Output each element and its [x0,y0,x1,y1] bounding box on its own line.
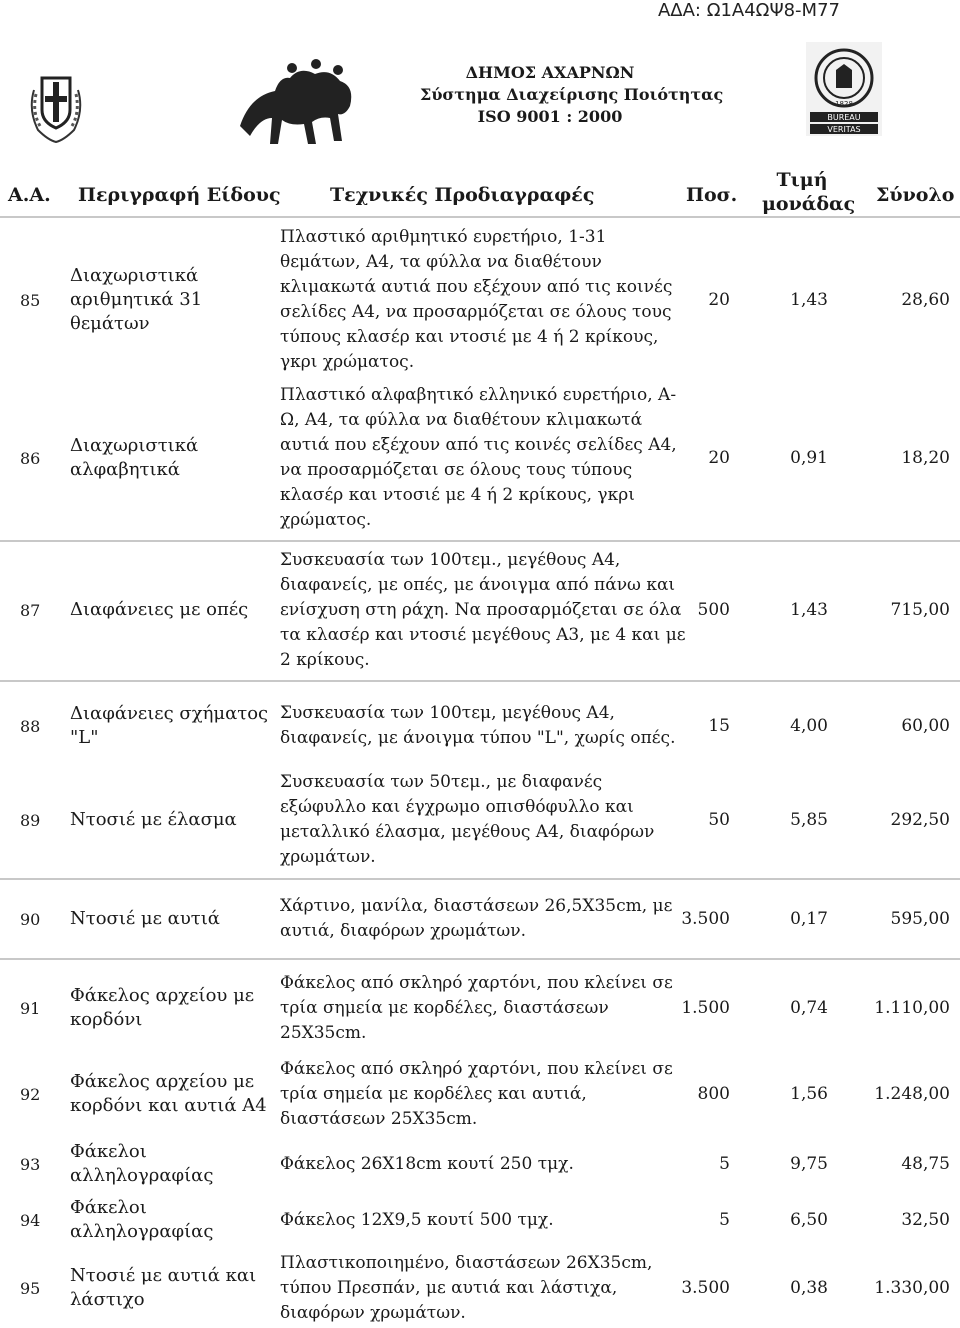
cell-spec: Φάκελος από σκληρό χαρτόνι, που κλείνει σε τρία σημεία με κορδέλες, διαστάσεων 25Χ35cm. [280,972,673,1043]
table-row [0,378,960,538]
table-row [0,766,960,874]
ada-code: ΑΔΑ: Ω1Α4ΩΨ8-Μ77 [657,0,840,21]
cell-price: 4,00 [790,716,828,736]
cell-aa: 85 [20,290,41,310]
cell-aa: 87 [20,600,41,620]
horses-statue-logo-icon [220,56,370,148]
cell-price: 1,56 [790,1084,828,1104]
cell-aa: 86 [20,448,41,468]
greek-coat-of-arms-icon [24,60,88,144]
cell-spec: Πλαστικό αριθμητικό ευρετήριο, 1-31 θεμάτων, Α4, τα φύλλα να διαθέτουν κλιμακωτά αυτιά που εξέχουν από τις κοινές σελίδες Α4, να προσαρμόζεται σε όλους τους τύπους κλασέρ και ντοσιέ με 4 ή 2 κρίκους, γκρι χρώματος. [280,227,673,372]
cell-price: 9,75 [790,1154,828,1174]
certifier-top: BUREAU [827,113,861,122]
table-row [0,964,960,1052]
cell-aa: 92 [20,1084,41,1104]
cell-price: 5,85 [790,810,828,830]
table-row [0,1248,960,1328]
cell-name: Διαφάνειες σχήματος "L" [70,703,269,748]
cell-aa: 94 [20,1210,41,1230]
iso-standard: ISO 9001 : 2000 [477,107,623,126]
cell-spec: Συσκευασία των 50τεμ., με διαφανές εξώφυλλο και έγχρωμο οπισθόφυλλο και μεταλλικό έλασμα, μεγέθους Α4, διαφόρων χρωμάτων. [280,772,655,867]
cell-aa: 93 [20,1154,41,1174]
document-header [0,56,960,146]
table-header [0,168,960,216]
divider [0,958,960,960]
table-row [0,1136,960,1192]
cell-spec: Φάκελος 26Χ18cm κουτί 250 τμχ. [280,1153,574,1174]
header-qty: Ποσ. [686,184,738,206]
header-total: Σύνολο [876,184,955,206]
cell-total: 18,20 [901,448,950,468]
cell-total: 1.248,00 [874,1084,950,1104]
org-name: ΔΗΜΟΣ ΑΧΑΡΝΩΝ [465,63,635,82]
quality-system: Σύστημα Διαχείρισης Ποιότητας [420,85,724,104]
cell-qty: 20 [708,290,730,310]
cell-price: 1,43 [790,290,828,310]
cell-total: 1.110,00 [874,998,950,1018]
certifier-year: 1828 [835,100,853,108]
cell-qty: 800 [697,1084,730,1104]
cell-name: Φάκελος αρχείου με κορδόνι [70,985,255,1030]
cell-total: 28,60 [901,290,950,310]
cell-qty: 1.500 [681,998,730,1018]
cell-spec: Πλαστικό αλφαβητικό ελληνικό ευρετήριο, Α-Ω, Α4, τα φύλλα να διαθέτουν κλιμακωτά αυτιά που εξέχουν από τις κοινές σελίδες Α4, να προσαρμόζεται σε όλους τους τύπους κλασέρ και ντοσιέ με 4 ή 2 κρίκους, γκρι χρώματος. [280,385,677,530]
cell-qty: 500 [697,600,730,620]
header-aa: Α.Α. [8,184,51,206]
header-unit-price: Τιμή μονάδας [762,169,856,215]
table-row [0,222,960,378]
table-row [0,544,960,676]
cell-aa: 88 [20,716,41,736]
cell-total: 48,75 [901,1154,950,1174]
divider [0,878,960,880]
cell-spec: Χάρτινο, μανίλα, διαστάσεων 26,5Χ35cm, με αυτιά, διαφόρων χρωμάτων. [280,896,673,941]
cell-aa: 89 [20,810,41,830]
cell-total: 292,50 [890,810,950,830]
cell-qty: 3.500 [681,909,730,929]
divider [0,540,960,542]
cell-qty: 5 [719,1154,730,1174]
cell-name: Διαχωριστικά αλφαβητικά [70,435,199,480]
cell-qty: 3.500 [681,1278,730,1298]
cell-name: Διαχωριστικά αριθμητικά 31 θεμάτων [70,265,203,334]
bureau-veritas-logo-icon [806,42,882,136]
cell-aa: 95 [20,1278,41,1298]
cell-spec: Φάκελος από σκληρό χαρτόνι, που κλείνει σε τρία σημεία με κορδέλες και αυτιά, διαστάσεων 25Χ35cm. [280,1058,673,1129]
table-row [0,686,960,766]
table-row [0,1192,960,1248]
cell-spec: Συσκευασία των 100τεμ., μεγέθους Α4, διαφανείς, με οπές, με άνοιγμα από πάνω και ενίσχυση στη ράχη. Να προσαρμόζεται σε όλα τα κλασέρ και ντοσιέ μεγέθους Α3, με 4 και με 2 κρίκους. [280,549,686,670]
cell-price: 0,17 [790,909,828,929]
cell-price: 1,43 [790,600,828,620]
cell-total: 32,50 [901,1210,950,1230]
cell-name: Φάκελος αρχείου με κορδόνι και αυτιά Α4 [70,1071,267,1116]
cell-name: Ντοσιέ με έλασμα [70,809,237,830]
cell-aa: 90 [20,909,41,929]
cell-price: 6,50 [790,1210,828,1230]
cell-qty: 15 [708,716,730,736]
table-row [0,884,960,954]
cell-name: Φάκελοι αλληλογραφίας [70,1197,214,1242]
cell-name: Φάκελοι αλληλογραφίας [70,1141,214,1186]
cell-name: Ντοσιέ με αυτιά [70,908,220,929]
cell-total: 715,00 [890,600,950,620]
table-row [0,1052,960,1136]
cell-price: 0,38 [790,1278,828,1298]
cell-qty: 5 [719,1210,730,1230]
organization-block [420,62,724,128]
header-description: Περιγραφή Είδους [78,184,281,206]
cell-qty: 50 [708,810,730,830]
cell-price: 0,91 [790,448,828,468]
cell-qty: 20 [708,448,730,468]
cell-name: Ντοσιέ με αυτιά και λάστιχο [70,1265,257,1310]
cell-aa: 91 [20,998,41,1018]
certifier-bottom: VERITAS [827,125,861,134]
cell-spec: Συσκευασία των 100τεμ, μεγέθους Α4, διαφανείς, με άνοιγμα τύπου "L", χωρίς οπές. [280,703,676,748]
divider [0,680,960,682]
divider [0,216,960,218]
cell-price: 0,74 [790,998,828,1018]
header-specs: Τεχνικές Προδιαγραφές [330,184,595,206]
cell-total: 1.330,00 [874,1278,950,1298]
cell-spec: Πλαστικοποιημένο, διαστάσεων 26Χ35cm, τύπου Πρεσπάν, με αυτιά και λάστιχα, διαφόρων χρωμάτων. [280,1252,653,1323]
cell-name: Διαφάνειες με οπές [70,599,249,620]
cell-total: 595,00 [890,909,950,929]
cell-total: 60,00 [901,716,950,736]
cell-spec: Φάκελος 12Χ9,5 κουτί 500 τμχ. [280,1209,554,1230]
